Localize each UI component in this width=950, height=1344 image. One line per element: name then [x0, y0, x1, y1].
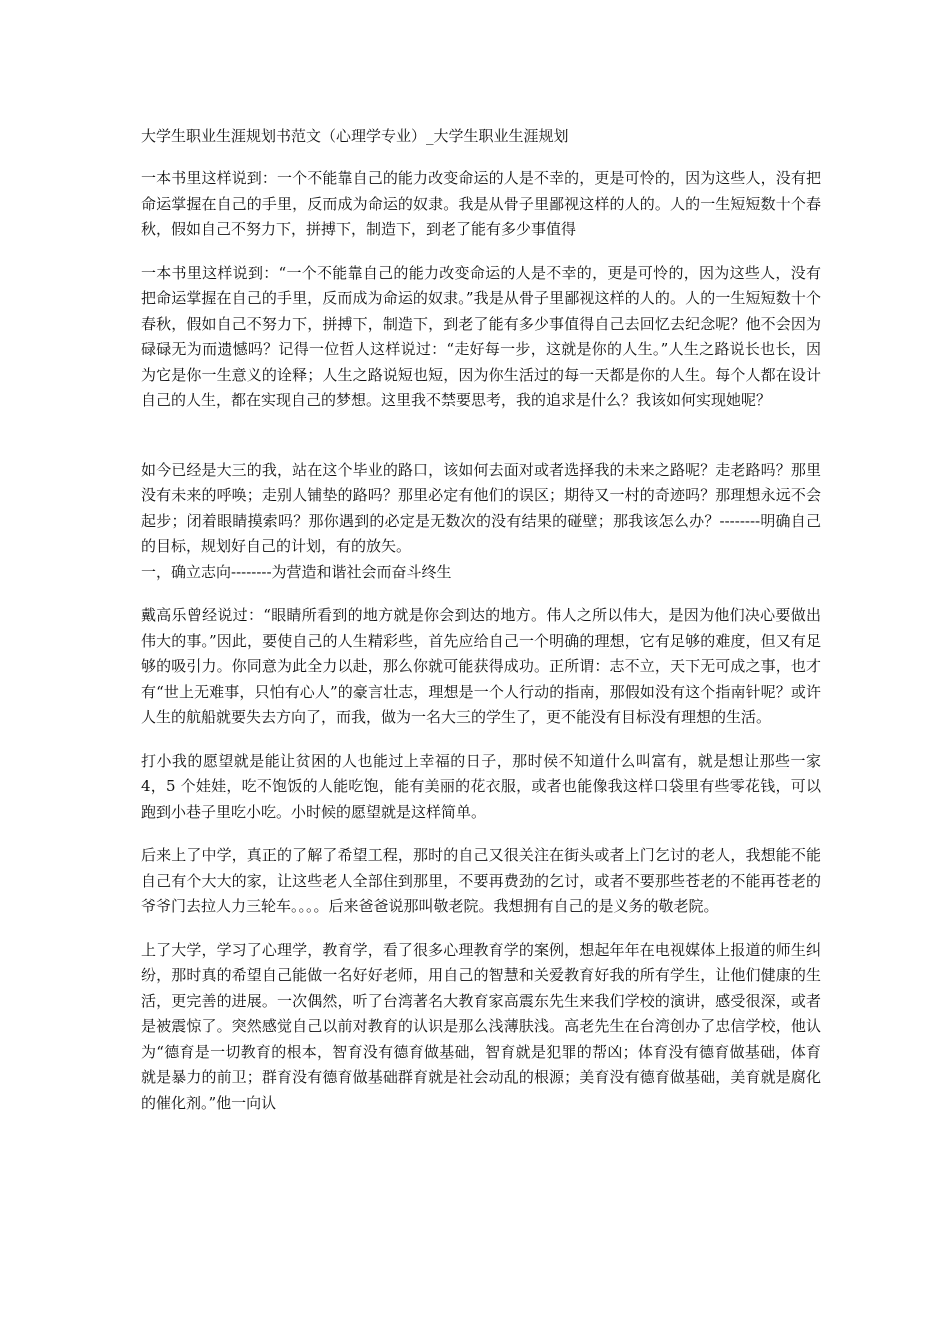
paragraph-middle-school: 后来上了中学，真正的了解了希望工程，那时的自己又很关注在街头或者上门乞讨的老人，我想能不能自己有个大大的家，让这些老人全部住到那里，不要再费劲的乞讨，或者不要那些苍老的不能再苍老的爷爷门去拉人力三轮车。。。。后来爸爸说那叫敬老院。我想拥有自己的是义务的敬老院。 [141, 846, 821, 915]
paragraph-intro-excerpt: 一本书里这样说到：一个不能靠自己的能力改变命运的人是不幸的，更是可怜的，因为这些人，没有把命运掌握在自己的手里，反而成为命运的奴隶。我是从骨子里鄙视这样的人的。人的一生短短数十个春秋，假如自己不努力下，拼搏下，制造下，到老了能有多少事值得 [141, 169, 821, 238]
paragraph-future-path: 如今已经是大三的我，站在这个毕业的路口，该如何去面对或者选择我的未来之路呢？走老路吗？那里没有未来的呼唤；走别人铺垫的路吗？那里必定有他们的误区；期待又一村的奇迹吗？那理想永远不会起步；闭着眼睛摸索吗？那你遇到的必定是无数次的没有结果的碰壁；那我该怎么办？--------明确自己的目标，规划好自己的计划，有的放矢。 [141, 460, 821, 555]
paragraph-intro: 一本书里这样说到：“一个不能靠自己的能力改变命运的人是不幸的，更是可怜的，因为这些人，没有把命运掌握在自己的手里，反而成为命运的奴隶。”我是从骨子里鄙视这样的人的。人的一生短短数十个春秋，假如自己不努力下，拼搏下，制造下，到老了能有多少事值得自己去回忆去纪念呢？他不会因为碌碌无为而遗憾吗？记得一位哲人这样说过：“走好每一步，这就是你的人生。”人生之路说长也长，因为它是你一生意义的诠释；人生之路说短也短，因为你生活过的每一天都是你的人生。每个人都在设计自己的人生，都在实现自己的梦想。这里我不禁要思考，我的追求是什么？我该如何实现她呢？ [141, 263, 821, 409]
section-heading-aspiration: 一，确立志向--------为营造和谐社会而奋斗终生 [141, 562, 452, 581]
paragraph-de-gaulle: 戴高乐曾经说过：“眼睛所看到的地方就是你会到达的地方。伟人之所以伟大，是因为他们决心要做出伟大的事。”因此，要使自己的人生精彩些，首先应给自己一个明确的理想，它有足够的难度，但又有足够的吸引力。你同意为此全力以赴，那么你就可能获得成功。正所谓：志不立，天下无可成之事，也才有“世上无难事，只怕有心人”的豪言壮志，理想是一个人行动的指南，那假如没有这个指南针呢？或许人生的航船就要失去方向了，而我，做为一名大三的学生了，更不能没有目标没有理想的生活。 [141, 606, 821, 726]
document-page [141, 124, 821, 1134]
paragraph-childhood-wish: 打小我的愿望就是能让贫困的人也能过上幸福的日子，那时侯不知道什么叫富有，就是想让那些一家 4，5 个娃娃，吃不饱饭的人能吃饱，能有美丽的花衣服，或者也能像我这样口袋里有些零花钱，可以跑到小巷子里吃小吃。小时候的愿望就是这样简单。 [141, 751, 821, 821]
document-title: 大学生职业生涯规划书范文（心理学专业）_大学生职业生涯规划 [141, 127, 569, 145]
paragraph-university: 上了大学，学习了心理学，教育学，看了很多心理教育学的案例，想起年年在电视媒体上报道的师生纠纷，那时真的希望自己能做一名好好老师，用自己的智慧和关爱教育好我的所有学生，让他们健康的生活，更完善的进展。一次偶然，听了台湾著名大教育家高震东先生来我们学校的演讲，感受很深，或者是被震惊了。突然感觉自己以前对教育的认识是那么浅薄肤浅。高老先生在台湾创办了忠信学校，他认为“德育是一切教育的根本，智育没有德育做基础，智育就是犯罪的帮凶；体育没有德育做基础，体育就是暴力的前卫；群育没有德育做基础群育就是社会动乱的根源；美育没有德育做基础，美育就是腐化的催化剂。”他一向认 [141, 940, 821, 1112]
section-spacer [141, 432, 821, 458]
